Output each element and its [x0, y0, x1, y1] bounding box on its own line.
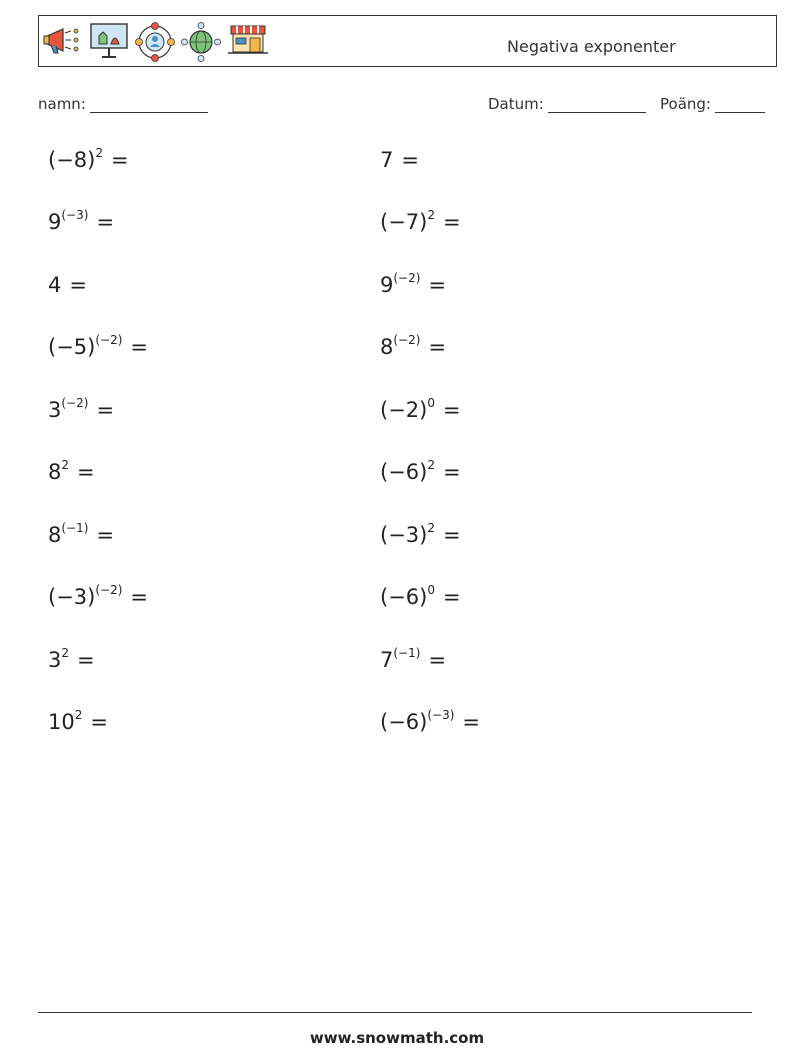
problem-base: (−6): [380, 460, 428, 484]
problem-base: 7: [380, 648, 394, 672]
problem-item: [380, 460, 461, 484]
problem-equals: =: [96, 210, 115, 234]
problem-exponent: (−3): [61, 208, 89, 222]
date-blank[interactable]: [548, 98, 646, 113]
problem-item: [48, 460, 95, 484]
problem-item: [48, 523, 114, 547]
problem-equals: =: [96, 523, 115, 547]
footer-divider: [38, 1012, 752, 1013]
problem-base: (−8): [48, 148, 96, 172]
problem-equals: =: [96, 398, 115, 422]
problem-base: 8: [48, 460, 62, 484]
problem-equals: =: [77, 460, 95, 484]
team-circle-icon: [135, 22, 175, 62]
problem-equals: =: [442, 523, 461, 547]
problem-equals: =: [110, 148, 129, 172]
problem-item: [48, 585, 148, 609]
problem-item: [380, 335, 446, 359]
problem-base: (−7): [380, 210, 428, 234]
problem-exponent: 2: [74, 708, 83, 722]
worksheet-header: [38, 15, 777, 67]
problem-equals: =: [428, 273, 447, 297]
problem-item: [380, 648, 446, 672]
header-icons: [43, 22, 269, 62]
problem-exponent: 2: [61, 646, 70, 660]
problem-base: 3: [48, 398, 62, 422]
problem-base: (−6): [380, 585, 428, 609]
problem-item: [48, 398, 114, 422]
problem-equals: =: [130, 335, 149, 359]
problem-base: 8: [380, 335, 394, 359]
score-label: Poäng:: [660, 95, 711, 113]
problem-exponent: 2: [427, 458, 435, 472]
problem-exponent: (−2): [95, 333, 123, 347]
problem-exponent: 2: [427, 521, 435, 535]
problem-base: (−3): [380, 523, 428, 547]
worksheet-title: Negativa exponenter: [507, 37, 676, 56]
problem-equals: =: [442, 460, 461, 484]
problem-base: 8: [48, 523, 62, 547]
problem-equals: =: [77, 648, 95, 672]
network-globe-icon: [181, 22, 221, 62]
problem-exponent: (−1): [393, 646, 421, 660]
problem-item: [48, 710, 108, 734]
problem-item: [380, 710, 480, 734]
megaphone-icon: [43, 22, 83, 58]
problem-item: [380, 523, 461, 547]
problem-exponent: 0: [427, 396, 435, 410]
problem-base: 7: [380, 148, 394, 172]
problem-equals: =: [462, 710, 481, 734]
problem-item: [380, 398, 461, 422]
score-field: [660, 95, 765, 113]
date-field: [488, 95, 646, 113]
problem-exponent: 2: [427, 208, 435, 222]
problem-exponent: (−2): [95, 583, 123, 597]
problem-base: 10: [48, 710, 75, 734]
problem-equals: =: [69, 273, 87, 297]
date-label: Datum:: [488, 95, 544, 113]
problem-item: [48, 210, 114, 234]
problem-equals: =: [130, 585, 149, 609]
problem-item: [380, 210, 461, 234]
problem-equals: =: [428, 648, 447, 672]
problem-item: [380, 148, 419, 172]
name-blank[interactable]: [90, 98, 208, 113]
problem-item: [380, 585, 461, 609]
problem-exponent: (−2): [393, 333, 421, 347]
storefront-icon: [227, 22, 269, 58]
problem-exponent: (−2): [393, 271, 421, 285]
problem-equals: =: [442, 585, 461, 609]
problem-item: [380, 273, 446, 297]
problem-base: 9: [380, 273, 394, 297]
problem-item: [48, 273, 87, 297]
problem-equals: =: [90, 710, 108, 734]
problem-exponent: (−3): [427, 708, 455, 722]
problem-base: (−3): [48, 585, 96, 609]
problem-item: [48, 335, 148, 359]
problem-base: 9: [48, 210, 62, 234]
problem-item: [48, 648, 95, 672]
problem-base: (−2): [380, 398, 428, 422]
problem-base: 4: [48, 273, 62, 297]
problem-base: (−5): [48, 335, 96, 359]
score-blank[interactable]: [715, 98, 765, 113]
footer-website: www.snowmath.com: [309, 1029, 485, 1047]
problem-equals: =: [428, 335, 447, 359]
problem-exponent: (−1): [61, 521, 89, 535]
name-field: [38, 95, 208, 113]
problem-exponent: 2: [61, 458, 70, 472]
problem-exponent: 2: [95, 146, 103, 160]
problem-item: [48, 148, 129, 172]
problem-base: 3: [48, 648, 62, 672]
name-label: namn:: [38, 95, 86, 113]
presentation-board-icon: [89, 22, 129, 60]
problem-exponent: 0: [427, 583, 435, 597]
problem-equals: =: [442, 210, 461, 234]
problem-equals: =: [442, 398, 461, 422]
problem-exponent: (−2): [61, 396, 89, 410]
problem-base: (−6): [380, 710, 428, 734]
problem-equals: =: [401, 148, 419, 172]
